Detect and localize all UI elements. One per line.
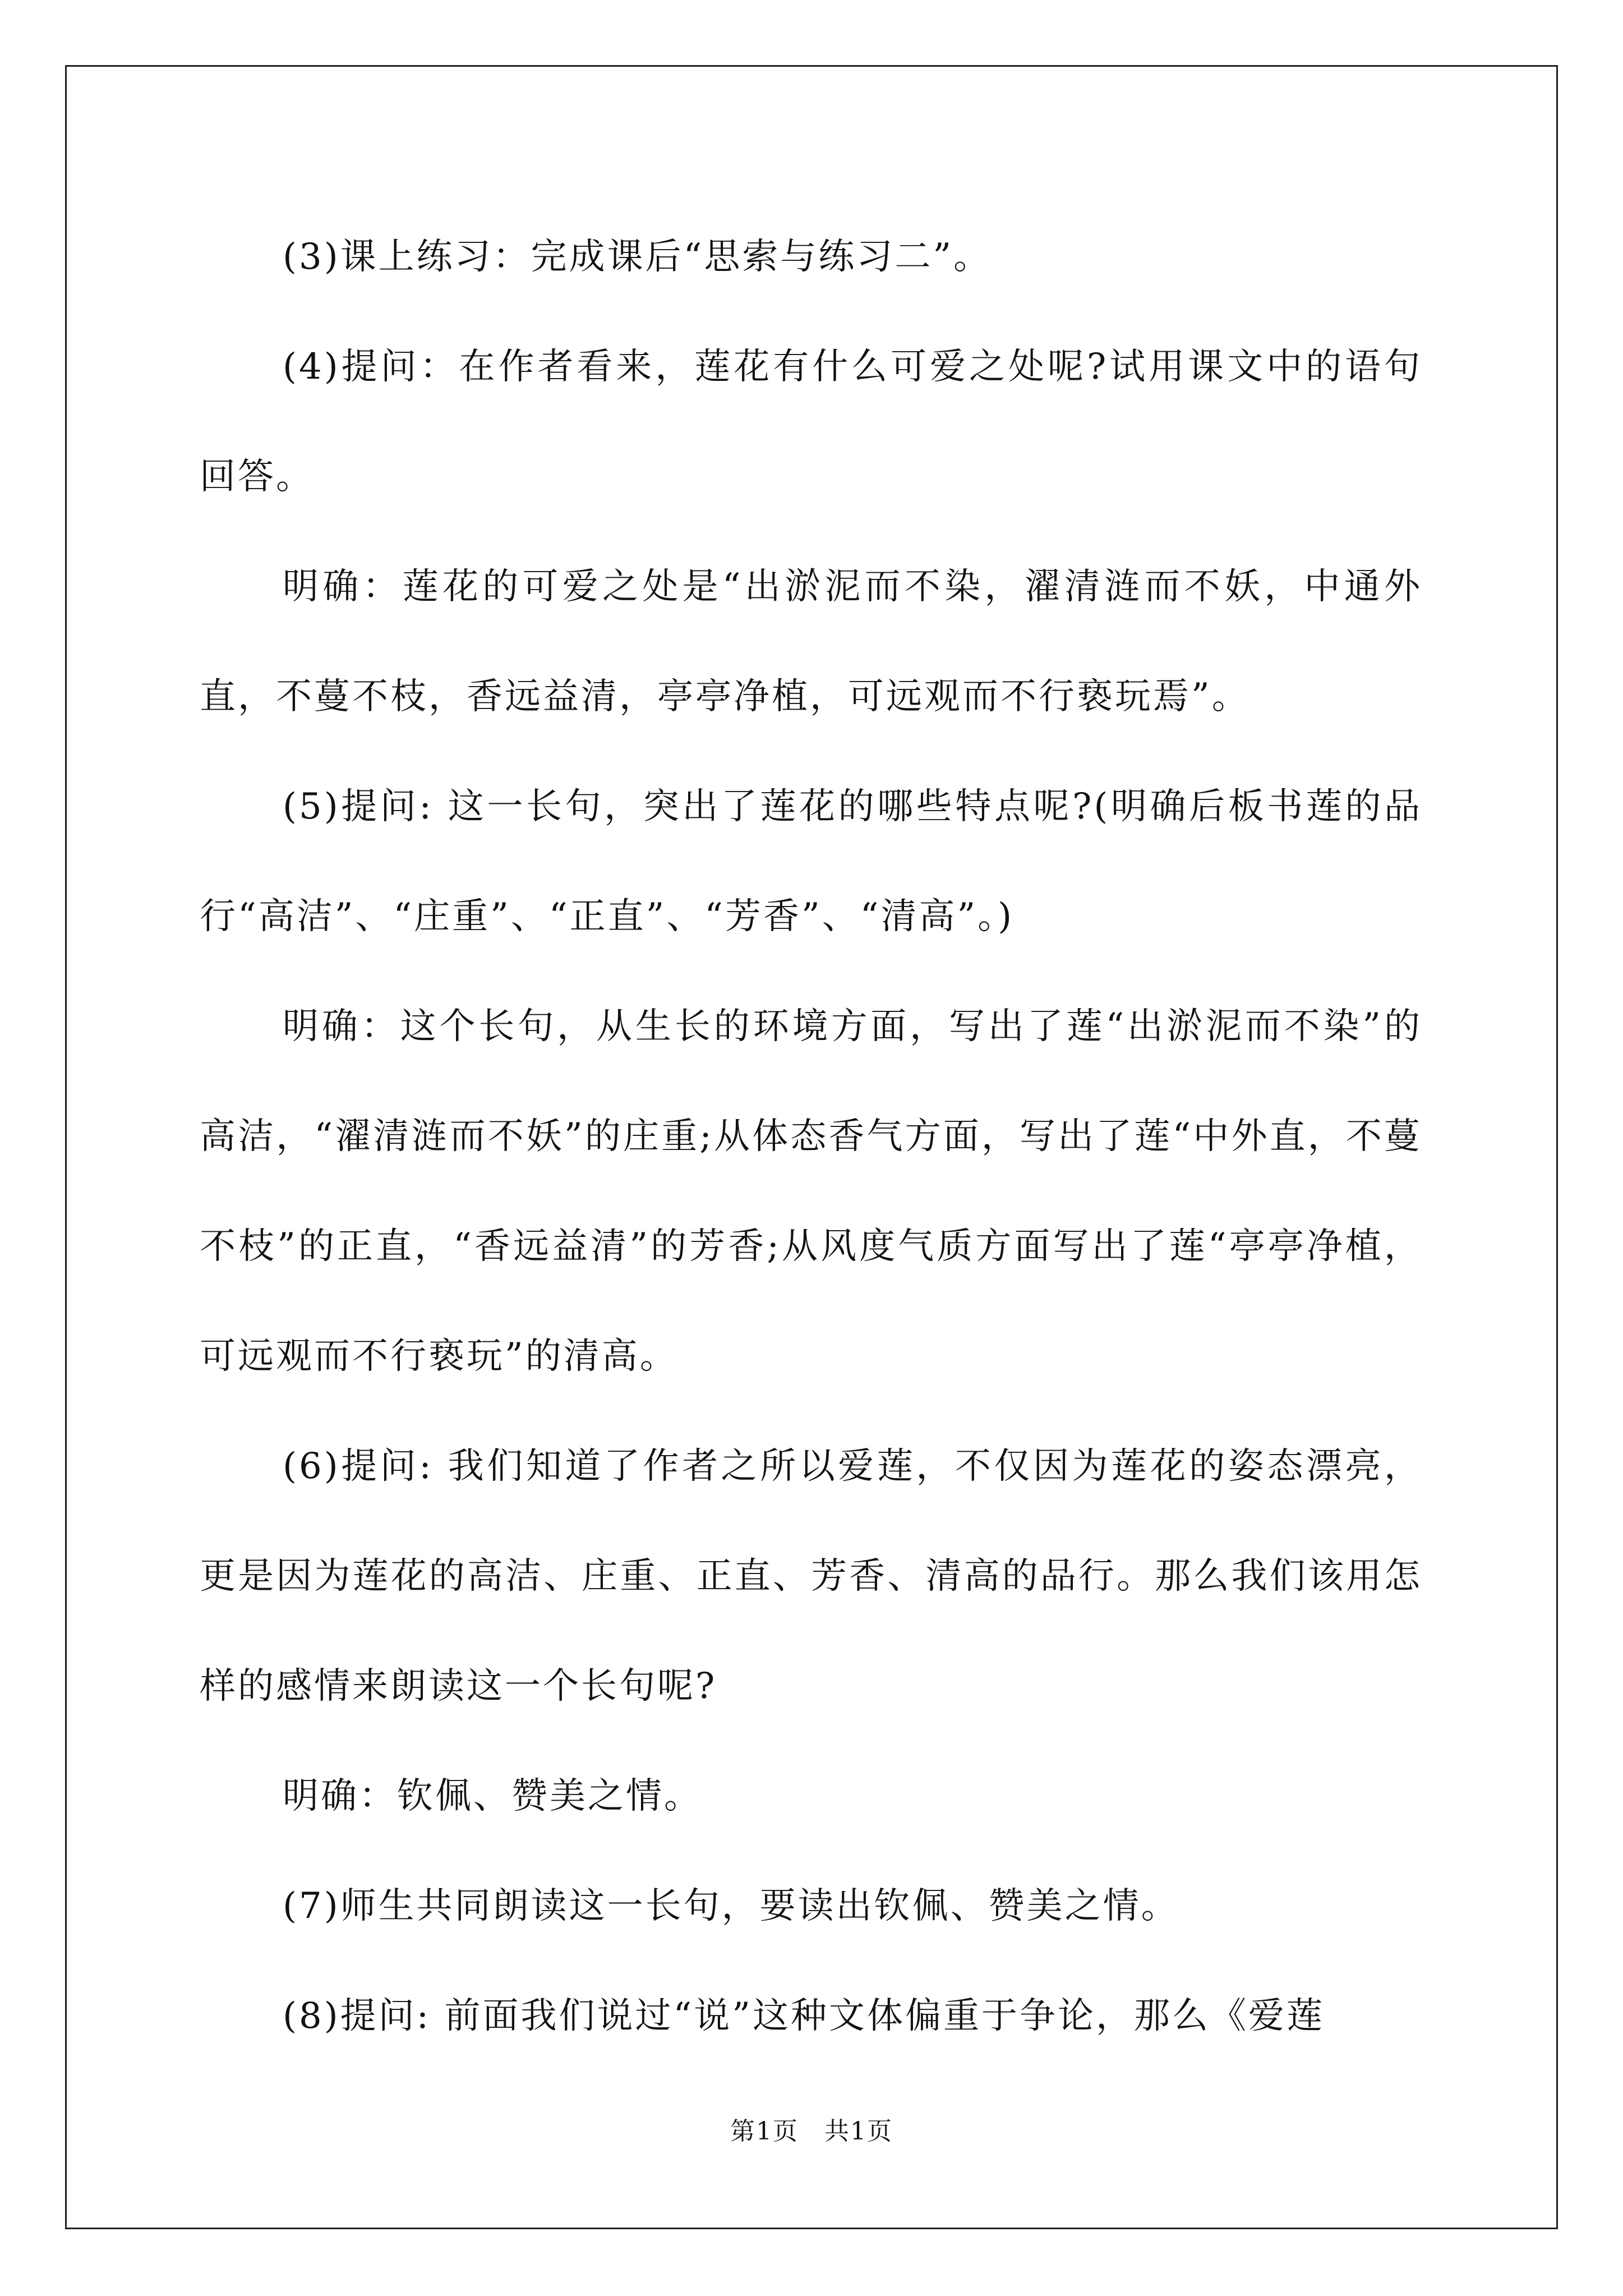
paragraph-4-answer: 明确：莲花的可爱之处是“出淤泥而不染，濯清涟而不妖，中通外直，不蔓不枝，香远益清，亭亭净植，可远观而不行亵玩焉”。	[200, 566, 1422, 717]
paragraph-8-question: (8)提问: 前面我们说过“说”这种文体偏重于争论，那么《爱莲	[283, 1995, 1325, 2037]
paragraph-3-exercise: (3)课上练习：完成课后“思索与练习二”。	[283, 236, 992, 278]
paragraph-4-question: (4)提问：在作者看来，莲花有什么可爱之处呢?试用课文中的语句回答。	[200, 346, 1422, 498]
paragraph-7-reading: (7)师生共同朗读这一长句，要读出钦佩、赞美之情。	[283, 1885, 1179, 1927]
page-number-footer: 第1页 共1页	[730, 2117, 893, 2146]
paragraph-5-answer: 明确：这个长句，从生长的环境方面，写出了莲“出淤泥而不染”的高洁，“濯清涟而不妖”的庄重;从体态香气方面，写出了莲“中外直，不蔓不枝”的正直，“香远益清”的芳香;从风度气质方面写出了莲“亭亭净植，可远观而不行亵玩”的清高。	[200, 1006, 1422, 1377]
paragraph-6-answer: 明确：钦佩、赞美之情。	[283, 1775, 702, 1817]
document-body	[200, 202, 1422, 2071]
paragraph-6-question: (6)提问: 我们知道了作者之所以爱莲，不仅因为莲花的姿态漂亮，更是因为莲花的高洁、庄重、正直、芳香、清高的品行。那么我们该用怎样的感情来朗读这一个长句呢?	[200, 1446, 1422, 1707]
paragraph-5-question: (5)提问: 这一长句，突出了莲花的哪些特点呢?(明确后板书莲的品行“高洁”、“庄重”、“正直”、“芳香”、“清高”。)	[200, 786, 1422, 937]
